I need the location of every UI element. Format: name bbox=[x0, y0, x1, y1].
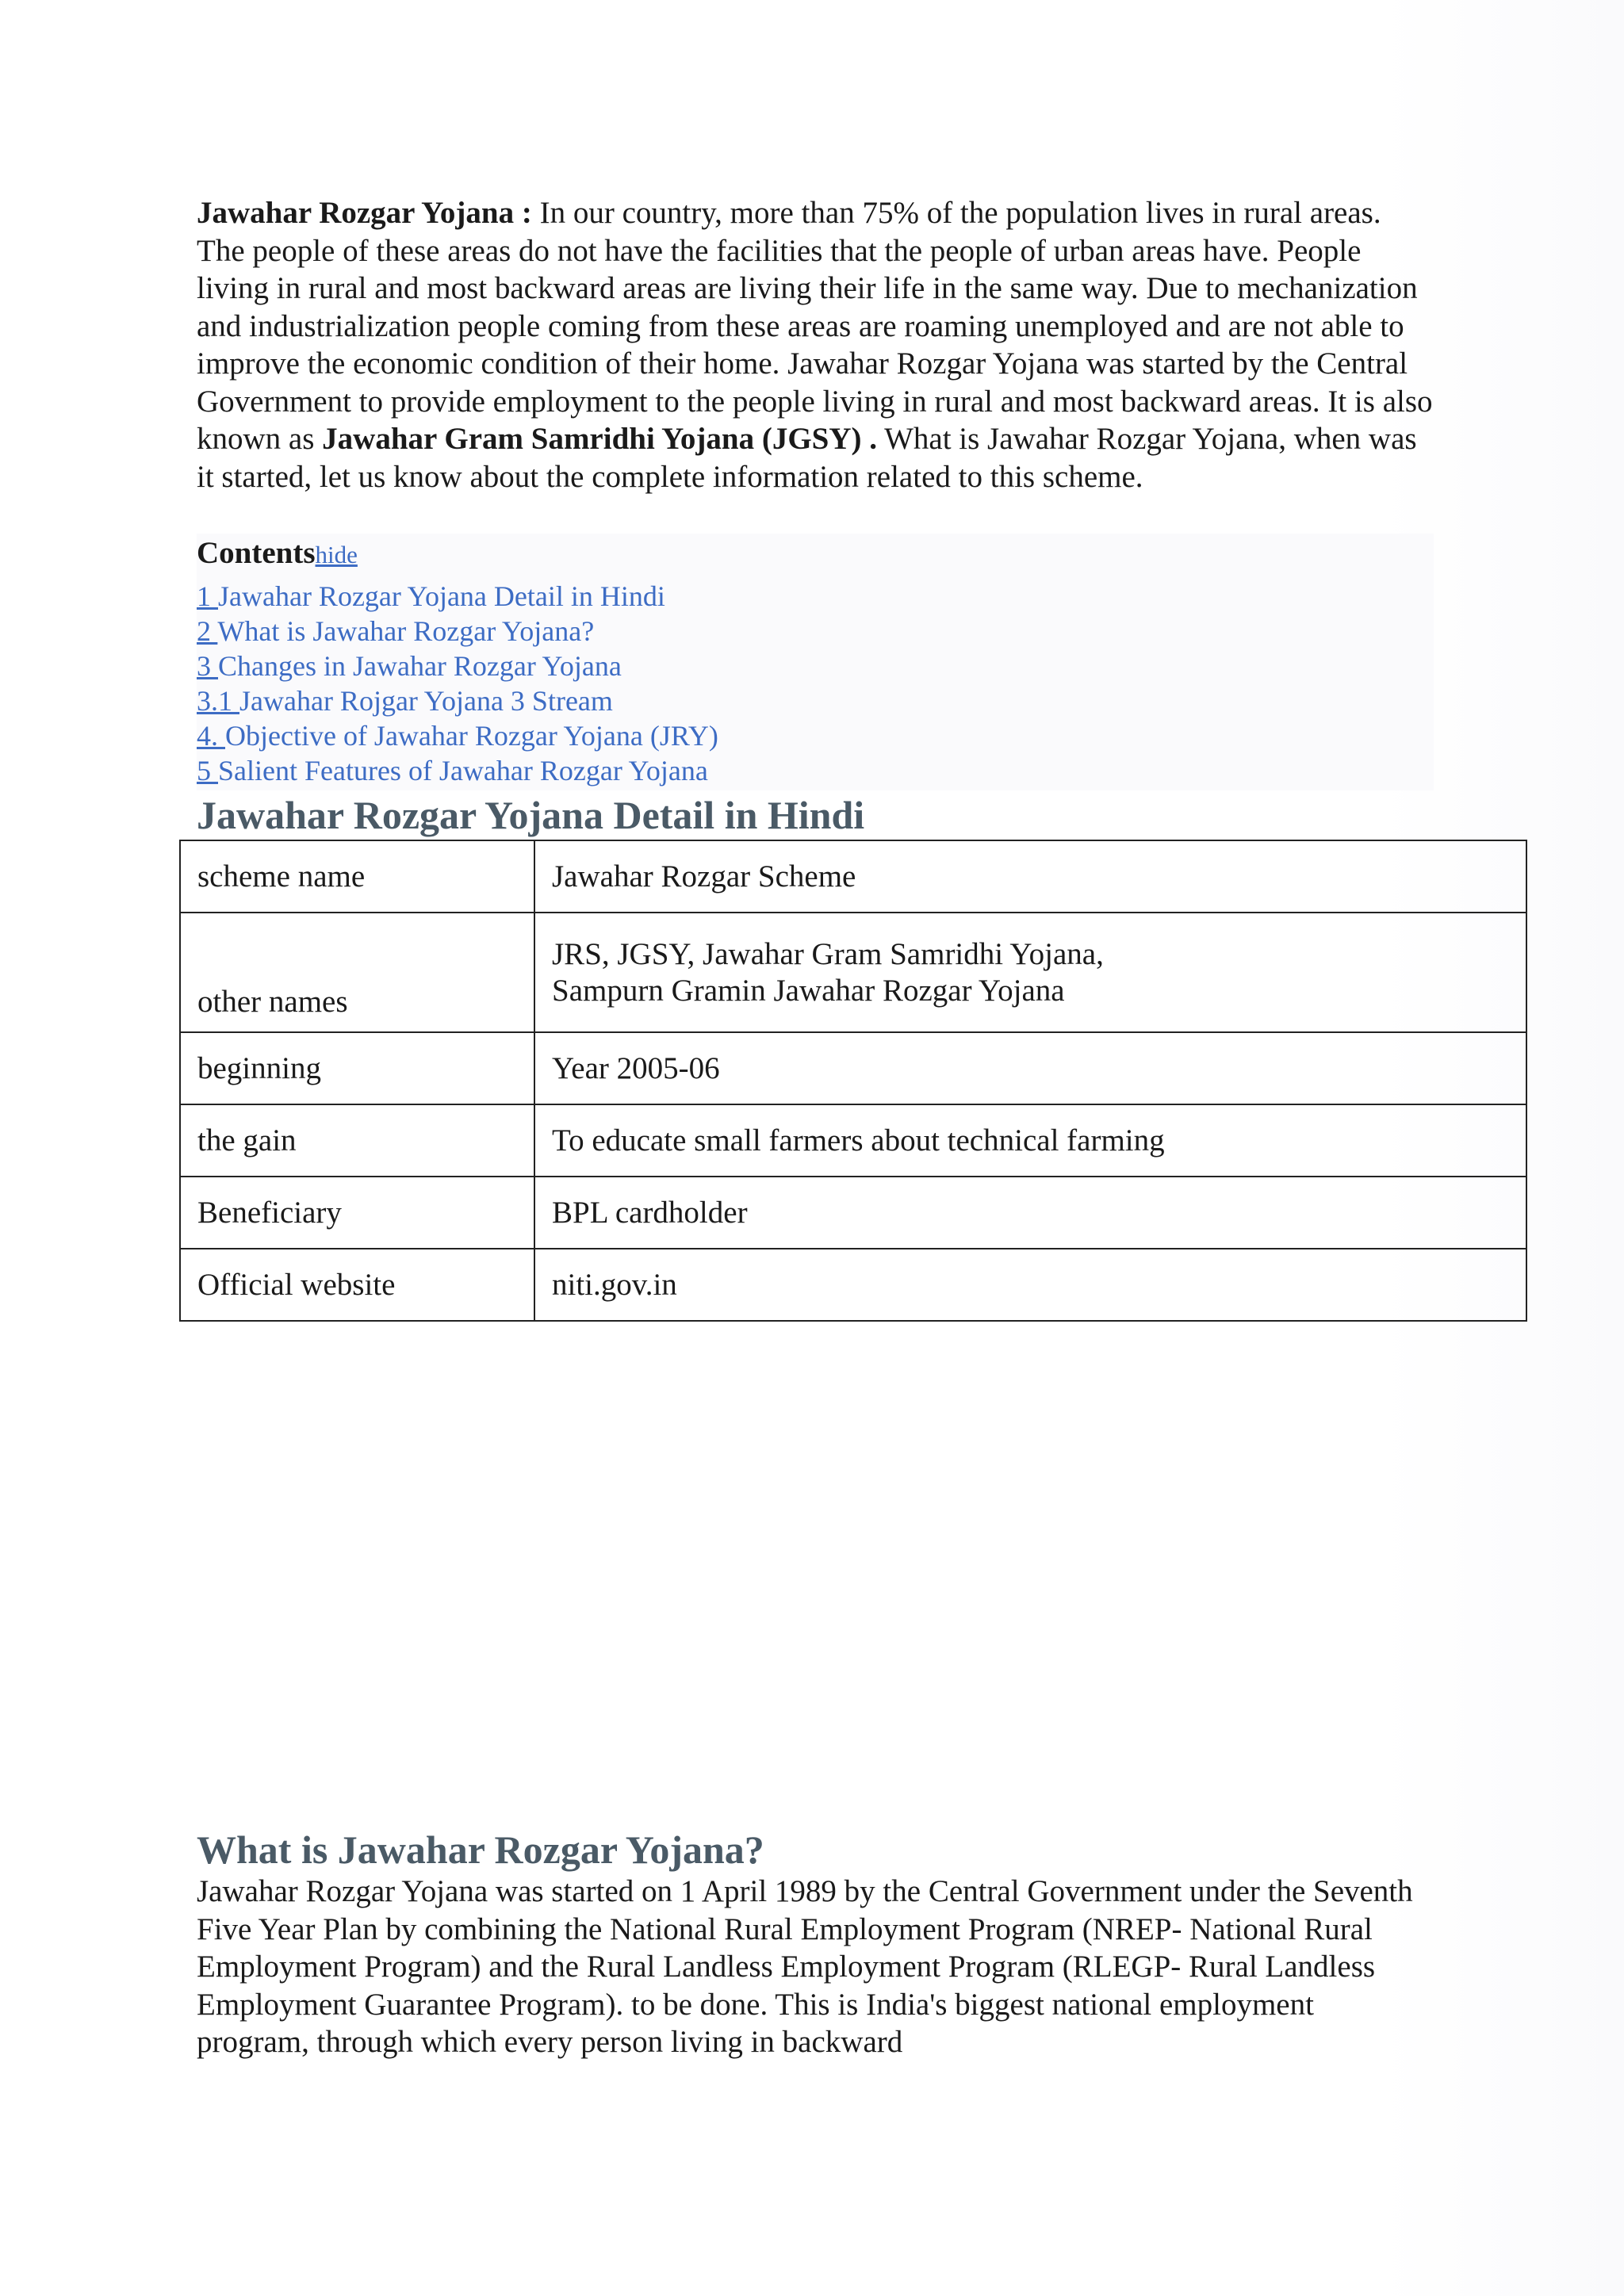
section-heading-what-is: What is Jawahar Rozgar Yojana? bbox=[197, 1827, 764, 1872]
toc-item-number: 2 bbox=[197, 615, 218, 647]
table-key-cell: other names bbox=[180, 913, 534, 1032]
toc-item-number: 1 bbox=[197, 580, 218, 612]
table-row bbox=[180, 1177, 1526, 1249]
intro-lead-bold: Jawahar Rozgar Yojana : bbox=[197, 196, 532, 230]
section-heading-detail: Jawahar Rozgar Yojana Detail in Hindi bbox=[197, 793, 865, 837]
toc-item-label: What is Jawahar Rozgar Yojana? bbox=[217, 615, 595, 647]
table-value-cell: niti.gov.in bbox=[534, 1249, 1526, 1321]
toc-item-label: Changes in Jawahar Rozgar Yojana bbox=[218, 650, 622, 682]
toc-title: Contents bbox=[197, 536, 316, 570]
table-value-cell: BPL cardholder bbox=[534, 1177, 1526, 1249]
table-row bbox=[180, 1032, 1526, 1104]
toc-header bbox=[197, 534, 1434, 573]
toc-item-number: 3 bbox=[197, 650, 218, 682]
table-key-cell: beginning bbox=[180, 1032, 534, 1104]
toc-item-changes[interactable] bbox=[197, 649, 1434, 683]
toc-item-number: 5 bbox=[197, 755, 218, 786]
intro-alt-name-bold: Jawahar Gram Samridhi Yojana (JGSY) . bbox=[322, 422, 878, 456]
toc-item-label: Jawahar Rojgar Yojana 3 Stream bbox=[239, 685, 613, 717]
toc-item-label: Objective of Jawahar Rozgar Yojana (JRY) bbox=[225, 720, 718, 752]
table-row bbox=[180, 913, 1526, 1032]
table-row bbox=[180, 1104, 1526, 1177]
toc-item-detail-in-hindi[interactable] bbox=[197, 579, 1434, 614]
intro-paragraph bbox=[197, 194, 1434, 496]
toc-item-label: Jawahar Rozgar Yojana Detail in Hindi bbox=[218, 580, 665, 612]
table-value-cell: To educate small farmers about technical farming bbox=[534, 1104, 1526, 1177]
table-key-cell: the gain bbox=[180, 1104, 534, 1177]
intro-text-2: What is Jawahar Rozgar Yojana, when was it started, let us know about the complete information related to this scheme. bbox=[197, 422, 1417, 494]
table-row bbox=[180, 1249, 1526, 1321]
intro-text-1: In our country, more than 75% of the population lives in rural areas. The people of these areas do not have the facilities that the people of urban areas have. People living in rural and most backward areas are living their life in the same way. Due to mechanization and industrialization people coming from these areas are roaming unemployed and are not able to improve the economic condition of their home. Jawahar Rozgar Yojana was started by the Central Government to provide employment to the people living in rural and most backward areas. It is also known as bbox=[197, 196, 1433, 456]
table-key-cell: Official website bbox=[180, 1249, 534, 1321]
table-of-contents bbox=[197, 534, 1434, 790]
table-value-cell: Jawahar Rozgar Scheme bbox=[534, 840, 1526, 913]
toc-item-objective[interactable] bbox=[197, 718, 1434, 753]
toc-list bbox=[197, 579, 1434, 788]
toc-item-label: Salient Features of Jawahar Rozgar Yojana bbox=[218, 755, 708, 786]
toc-item-three-stream[interactable] bbox=[197, 683, 1434, 718]
what-is-paragraph: Jawahar Rozgar Yojana was started on 1 April 1989 by the Central Government under the Seventh Five Year Plan by combining the National Rural Employment Program (NREP- National Rural Employment Program) and the Rural Landless Employment Program (RLEGP- Rural Landless Employment Guarantee Program). to be done. This is India's biggest national employment program, through which every person living in backward bbox=[197, 1874, 1413, 2059]
toc-item-number: 4. bbox=[197, 720, 225, 752]
scheme-info-table bbox=[179, 840, 1527, 1322]
table-key-cell: scheme name bbox=[180, 840, 534, 913]
table-value-cell bbox=[534, 913, 1526, 1032]
toc-item-what-is[interactable] bbox=[197, 614, 1434, 649]
value-line: JRS, JGSY, Jawahar Gram Samridhi Yojana, bbox=[552, 936, 1104, 971]
toc-item-salient-features[interactable] bbox=[197, 753, 1434, 788]
table-value-cell: Year 2005-06 bbox=[534, 1032, 1526, 1104]
table-key-cell: Beneficiary bbox=[180, 1177, 534, 1249]
table-row bbox=[180, 840, 1526, 913]
value-line: Sampurn Gramin Jawahar Rozgar Yojana bbox=[552, 973, 1065, 1008]
toc-hide-link[interactable]: hide bbox=[315, 541, 358, 568]
toc-item-number: 3.1 bbox=[197, 685, 239, 717]
